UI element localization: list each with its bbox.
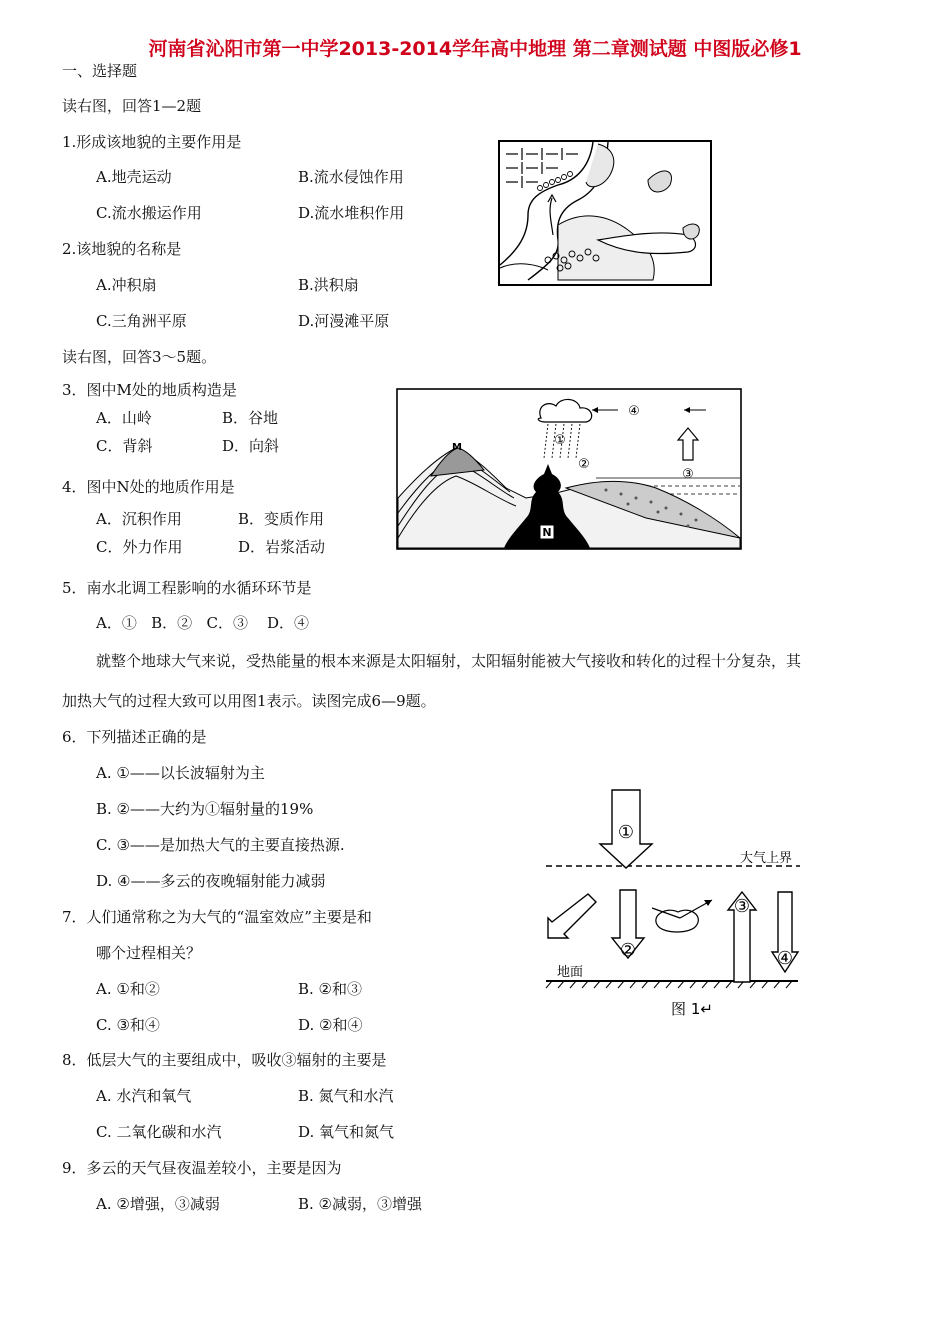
question-stem: 5．南水北调工程影响的水循环环节是 — [62, 579, 312, 597]
option: A．沉积作用 — [96, 510, 182, 528]
option: D.河漫滩平原 — [298, 312, 390, 330]
arrow-label-1: ① — [617, 822, 635, 843]
label-n: N — [542, 526, 552, 539]
option: C.流水搬运作用 — [96, 204, 202, 222]
option: A. ①——以长波辐射为主 — [96, 764, 265, 782]
question-stem: 2.该地貌的名称是 — [62, 240, 182, 258]
option: B. 氮气和水汽 — [298, 1087, 394, 1105]
intro-text: 读右图，回答3～5题。 — [62, 348, 217, 366]
ground-label: 地面 — [556, 965, 584, 980]
circled-4: ④ — [628, 404, 640, 419]
option: B.流水侵蚀作用 — [298, 168, 404, 186]
option: C．外力作用 — [96, 538, 183, 556]
circled-2: ② — [578, 457, 590, 472]
option: B．谷地 — [222, 409, 279, 427]
option: B．变质作用 — [238, 510, 325, 528]
geology-cross-section-figure — [396, 388, 742, 554]
question-stem: 6．下列描述正确的是 — [62, 728, 207, 746]
arrow-label-2: ② — [619, 940, 637, 961]
option: B. ②——大约为①辐射量的19% — [96, 800, 314, 818]
option: D. ④——多云的夜晚辐射能力减弱 — [96, 872, 326, 890]
option: D．岩浆活动 — [238, 538, 326, 556]
option: A. ①和② — [96, 980, 160, 998]
circled-1: ① — [554, 433, 566, 448]
option: D. ②和④ — [298, 1016, 363, 1034]
option: C．背斜 — [96, 437, 153, 455]
question-stem-continued: 哪个过程相关？ — [96, 944, 202, 962]
option: C. 二氧化碳和水汽 — [96, 1123, 222, 1141]
label-m: M — [452, 442, 462, 453]
atmosphere-heating-figure — [540, 786, 806, 1026]
option: A．山岭 — [96, 409, 152, 427]
option: C.三角洲平原 — [96, 312, 187, 330]
option: A. 水汽和氧气 — [96, 1087, 192, 1105]
arrow-label-4: ④ — [776, 948, 794, 969]
delta-landform-figure — [498, 140, 712, 290]
option: A. ②增强，③减弱 — [96, 1195, 220, 1213]
option: C. ③——是加热大气的主要直接热源. — [96, 836, 345, 854]
question-stem: 7．人们通常称之为大气的“温室效应”主要是和 — [62, 908, 372, 926]
option: B.洪积扇 — [298, 276, 359, 294]
question-stem: 4．图中N处的地质作用是 — [62, 478, 235, 496]
option: B. ②减弱，③增强 — [298, 1195, 423, 1213]
intro-text: 读右图，回答1—2题 — [62, 97, 202, 115]
arrow-label-3: ③ — [733, 896, 751, 917]
question-stem: 8．低层大气的主要组成中，吸收③辐射的主要是 — [62, 1051, 387, 1069]
option: A.冲积扇 — [96, 276, 157, 294]
paragraph-line: 就整个地球大气来说，受热能量的根本来源是太阳辐射，太阳辐射能被大气接收和转化的过程十分复杂，其 — [96, 652, 802, 670]
option: D. 氧气和氮气 — [298, 1123, 395, 1141]
option: A.地壳运动 — [96, 168, 172, 186]
section-heading: 一、选择题 — [62, 62, 138, 80]
question-stem: 3．图中M处的地质构造是 — [62, 381, 237, 399]
upper-atmosphere-label: 大气上界 — [739, 851, 793, 866]
option: C. ③和④ — [96, 1016, 160, 1034]
paragraph-line: 加热大气的过程大致可以用图1表示。读图完成6—9题。 — [62, 692, 436, 710]
page-title: 河南省沁阳市第一中学2013-2014学年高中地理 第二章测试题 中图版必修1 — [148, 38, 802, 60]
circled-3: ③ — [682, 467, 694, 482]
option: D．向斜 — [222, 437, 280, 455]
option: D.流水堆积作用 — [298, 204, 405, 222]
figure-caption: 图 1↵ — [671, 1000, 713, 1018]
option: A．① B．② C．③ D．④ — [96, 614, 310, 632]
question-stem: 9．多云的天气昼夜温差较小，主要是因为 — [62, 1159, 342, 1177]
option: B. ②和③ — [298, 980, 363, 998]
question-stem: 1.形成该地貌的主要作用是 — [62, 133, 242, 151]
